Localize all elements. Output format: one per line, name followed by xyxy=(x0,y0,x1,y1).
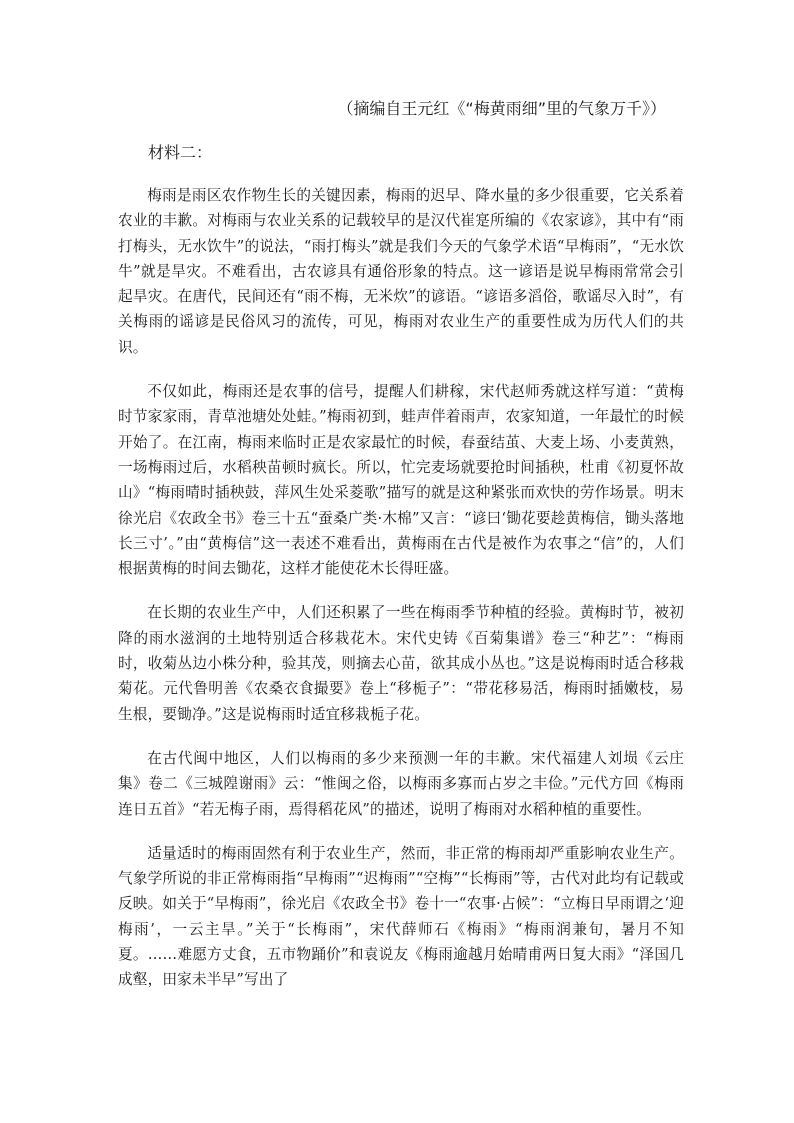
paragraph: 梅雨是雨区农作物生长的关键因素，梅雨的迟早、降水量的多少很重要，它关系着农业的丰歉。对梅雨与农业关系的记载较早的是汉代崔寔所编的《农家谚》，其中有“雨打梅头，无水饮牛”的说法，“雨打梅头”就是我们今天的气象学术语“早梅雨”，“无水饮牛”就是旱灾。不难看出，古农谚具有通俗形象的特点。这一谚语是说早梅雨常常会引起旱灾。在唐代，民间还有“雨不梅，无米炊”的谚语。“谚语多滔俗，歌谣尽入时”，有关梅雨的谣谚是民俗风习的流传，可见，梅雨对农业生产的重要性成为历代人们的共识。 xyxy=(118,187,684,356)
paragraph: 在古代闽中地区，人们以梅雨的多少来预测一年的丰歉。宋代福建人刘埙《云庄集》卷二《三城隍谢雨》云：“惟闽之俗，以梅雨多寡而占岁之丰俭。”元代方回《梅雨连日五首》“若无梅子雨，焉得稻花风”的描述，说明了梅雨对水稻种植的重要性。 xyxy=(118,749,684,818)
source-citation: （摘编自王元红《“梅黄雨细”里的气象万千》） xyxy=(337,99,666,118)
article-body xyxy=(118,183,684,1012)
paragraph: 在长期的农业生产中，人们还积累了一些在梅雨季节种植的经验。黄梅时节，被初降的雨水滋润的土地特别适合移栽花木。宋代史铸《百菊集谱》卷三“种艺”：“梅雨时，收菊丛边小株分种，验其茂，则摘去心苗，欲其成小丛也。”这是说梅雨时适合移栽菊花。元代鲁明善《农桑衣食撮要》卷上“移栀子”：“带花移易活，梅雨时插嫩枝，易生根，要锄净。”这是说梅雨时适宜移栽栀子花。 xyxy=(118,604,684,723)
paragraph: 适量适时的梅雨固然有利于农业生产，然而，非正常的梅雨却严重影响农业生产。气象学所说的非正常梅雨指“早梅雨”“迟梅雨”“空梅”“长梅雨”等，古代对此均有记载或反映。如关于“早梅雨”，徐光启《农政全书》卷十一“农事·占候”：“立梅日早雨谓之‘迎梅雨’，一云主旱。”关于“长梅雨”，宋代薛师石《梅雨》“梅雨润兼旬，暑月不知夏。……难愿方丈食，五市物踊价”和袁说友《梅雨逾越月始晴甫两日复大雨》“泽国几成壑，田家未半早”写出了 xyxy=(118,844,684,989)
paragraph: 不仅如此，梅雨还是农事的信号，提醒人们耕稼，宋代赵师秀就这样写道：“黄梅时节家家雨，青草池塘处处蛙。”梅雨初到，蛙声伴着雨声，农家知道，一年最忙的时候开始了。在江南，梅雨来临时正是农家最忙的时候，春蚕结茧、大麦上场、小麦黄熟，一场梅雨过后，水稻秧苗顿时疯长。所以，忙完麦场就要抢时间插秧，杜甫《初夏怀故山》“梅雨晴时插秧鼓，萍风生处采菱歌”描写的就是这种紧张而欢快的劳作场景。明末徐光启《农政全书》卷三十五“蚕桑广类·木棉”又言：“谚曰‘锄花要趁黄梅信，锄头落地长三寸’。”由“黄梅信”这一表述不难看出，黄梅雨在古代是被作为农事之“信”的，人们根据黄梅的时间去锄花，这样才能使花木长得旺盛。 xyxy=(118,383,684,578)
section-heading: 材料二： xyxy=(148,143,213,162)
